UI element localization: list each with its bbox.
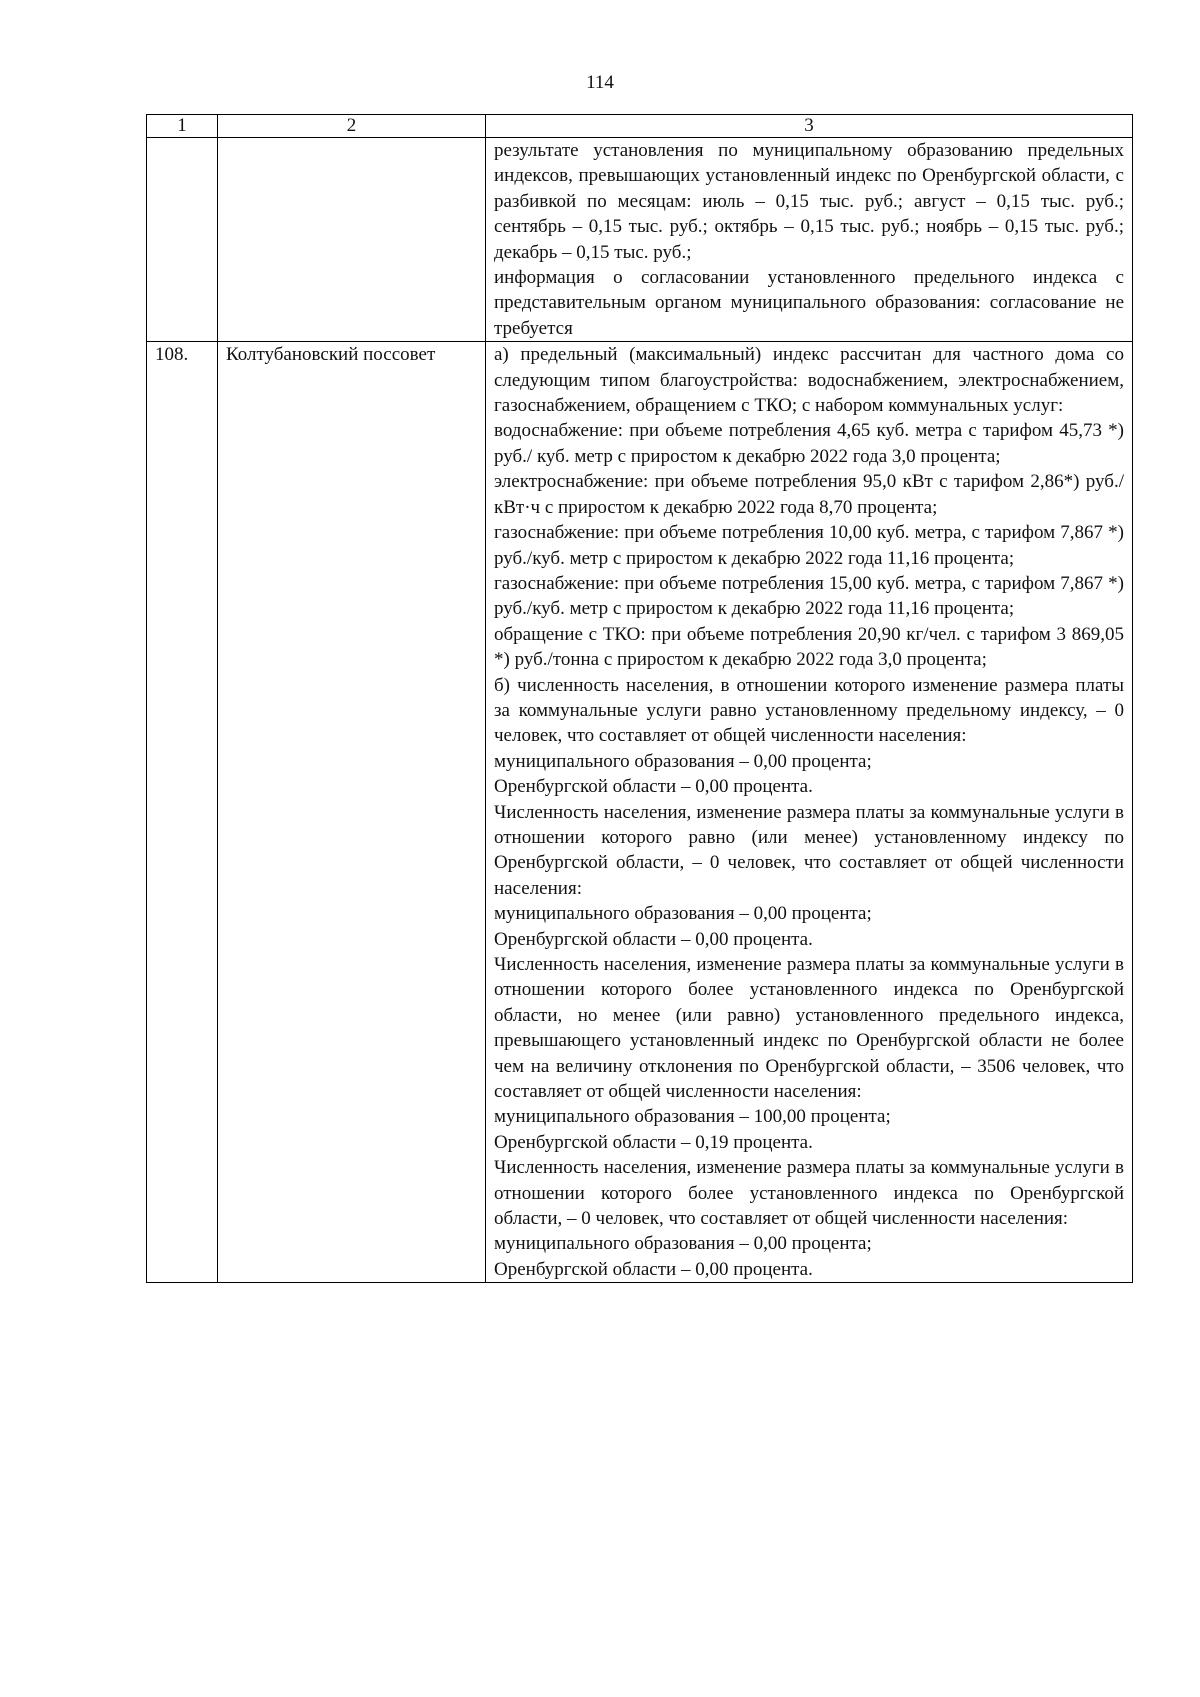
paragraph: газоснабжение: при объеме потребления 15,00 куб. метра, с тарифом 7,867 *) руб./куб. метр с приростом к декабрю 2022 года 11,16 процента; — [494, 572, 1124, 620]
municipality-name: Колтубановский поссовет — [218, 342, 486, 1283]
data-table — [146, 114, 1133, 1283]
table-header-row — [147, 115, 1133, 138]
paragraph: обращение с ТКО: при объеме потребления 20,90 кг/чел. с тарифом 3 869,05 *) руб./тонна с приростом к декабрю 2022 года 3,0 процента; — [494, 623, 1124, 671]
paragraph: Оренбургской области – 0,19 процента. — [494, 1131, 813, 1153]
municipality-name — [218, 138, 486, 342]
paragraph: Оренбургской области – 0,00 процента. — [494, 776, 813, 798]
paragraph: Оренбургской области – 0,00 процента. — [494, 1258, 813, 1280]
paragraph: муниципального образования – 0,00 процента; — [494, 1233, 872, 1255]
row-content — [486, 342, 1133, 1283]
paragraph: газоснабжение: при объеме потребления 10,00 куб. метра, с тарифом 7,867 *) руб./куб. метр с приростом к декабрю 2022 года 11,16 процента; — [494, 522, 1124, 569]
paragraph: водоснабжение: при объеме потребления 4,65 куб. метра с тарифом 45,73 *) руб./ куб. метр с приростом к декабрю 2022 года 3,0 процента; — [494, 420, 1124, 467]
paragraph: Численность населения, изменение размера платы за коммунальные услуги в отношении которого равно (или менее) установленному индексу по Оренбургской области, – 0 человек, что составляет от общей численности населения: — [494, 801, 1124, 899]
table-row — [147, 342, 1133, 1283]
paragraph: а) предельный (максимальный) индекс рассчитан для частного дома со следующим типом благоустройства: водоснабжением, электроснабжением, газоснабжением, обращением с ТКО; с набором коммунальных услуг: — [494, 344, 1124, 417]
paragraph: муниципального образования – 0,00 процента; — [494, 903, 872, 925]
paragraph: электроснабжение: при объеме потребления 95,0 кВт с тарифом 2,86*) руб./кВт·ч с приростом к декабрю 2022 года 8,70 процента; — [494, 471, 1124, 518]
row-content — [486, 138, 1133, 342]
row-number — [147, 138, 218, 342]
table-row — [147, 138, 1133, 342]
column-header-1: 1 — [147, 115, 218, 138]
paragraph: б) численность населения, в отношении которого изменение размера платы за коммунальные услуги равно установленному предельному индексу, – 0 человек, что составляет от общей численности населения: — [494, 674, 1124, 747]
paragraph: муниципального образования – 0,00 процента; — [494, 750, 872, 772]
paragraph: информация о согласовании установленного предельного индекса с представительным органом муниципального образования: согласование не требуется — [494, 267, 1124, 339]
column-header-2: 2 — [218, 115, 486, 138]
column-header-3: 3 — [486, 115, 1133, 138]
paragraph: Численность населения, изменение размера платы за коммунальные услуги в отношении которого более установленного индекса по Оренбургской области, но менее (или равно) установленного предельного индекса, превышающего установленный индекс по Оренбургской области не более чем на величину отклонения по Оренбургской области, – 3506 человек, что составляет от общей численности населения: — [494, 954, 1124, 1103]
paragraph: Оренбургской области – 0,00 процента. — [494, 928, 813, 950]
paragraph: муниципального образования – 100,00 процента; — [494, 1106, 891, 1128]
page-number: 114 — [586, 72, 614, 93]
paragraph: Численность населения, изменение размера платы за коммунальные услуги в отношении которого более установленного индекса по Оренбургской области, – 0 человек, что составляет от общей численности населения: — [494, 1157, 1124, 1230]
paragraph: результате установления по муниципальному образованию предельных индексов, превышающих установленный индекс по Оренбургской области, с разбивкой по месяцам: июль – 0,15 тыс. руб.; август – 0,15 тыс. руб.; сентябрь – 0,15 тыс. руб.; октябрь – 0,15 тыс. руб.; ноябрь – 0,15 тыс. руб.; декабрь – 0,15 тыс. руб.; — [494, 140, 1124, 263]
row-number: 108. — [147, 342, 218, 1283]
